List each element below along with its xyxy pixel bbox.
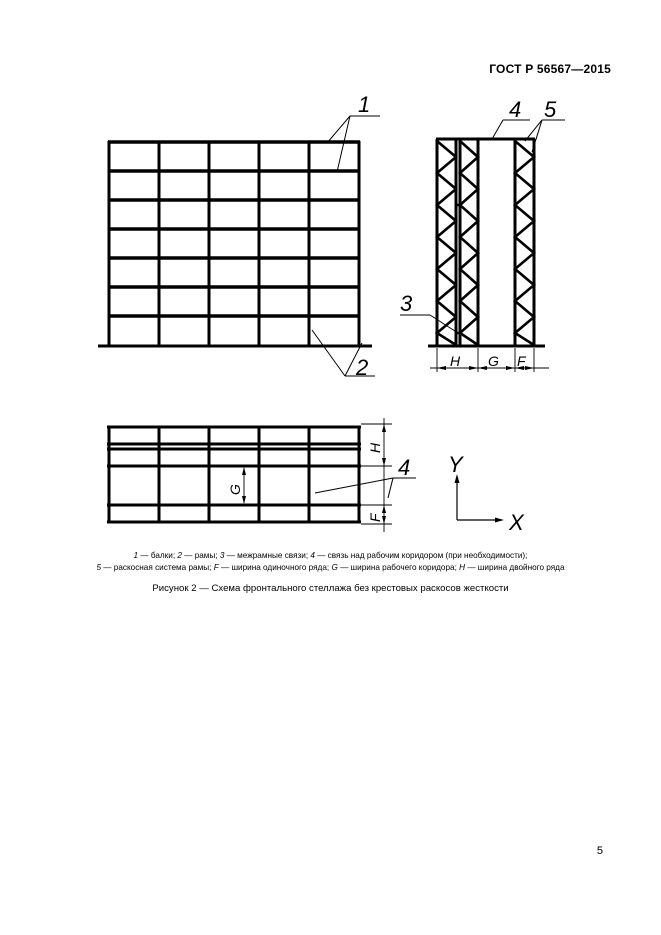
dim-label-F: F xyxy=(517,353,526,369)
dim-label-G: G xyxy=(488,353,499,369)
figure-caption: Рисунок 2 — Схема фронтального стеллажа без крестовых раскосов жесткости xyxy=(152,583,509,594)
callout-4-side: 4 xyxy=(509,97,522,122)
legend-text: — связь над рабочим коридором (при необходимости); xyxy=(314,551,528,560)
legend-key: 2 xyxy=(177,551,182,560)
legend-text: — раскосная система рамы; xyxy=(101,563,214,572)
standard-code: ГОСТ Р 56567—2015 xyxy=(489,62,611,76)
legend-key: 4 xyxy=(310,551,315,560)
legend-key: 3 xyxy=(219,551,225,560)
legend-text: — ширина двойного ряда xyxy=(465,563,565,572)
legend-line-1 xyxy=(0,551,661,561)
front-view xyxy=(98,116,380,376)
callout-3: 3 xyxy=(400,291,413,316)
legend-text: — ширина рабочего коридора; xyxy=(337,563,460,572)
legend-text: — межрамные связи; xyxy=(224,551,311,560)
legend-key: H xyxy=(459,563,466,572)
axis-x-label: X xyxy=(509,510,524,535)
legend-key: 1 xyxy=(133,551,139,560)
callout-5: 5 xyxy=(544,97,557,122)
legend-line-2 xyxy=(0,563,661,573)
side-view xyxy=(400,120,565,372)
legend-key: F xyxy=(213,563,219,572)
axis-y-label: Y xyxy=(448,452,463,477)
callout-4-plan: 4 xyxy=(398,455,411,480)
legend-text: — балки; xyxy=(138,551,178,560)
plan-dim-G: G xyxy=(227,484,243,495)
legend-key: G xyxy=(331,563,338,572)
legend-key: 5 xyxy=(96,563,102,572)
coordinate-axes xyxy=(457,478,500,520)
plan-dim-H: H xyxy=(367,442,383,453)
legend-text: — ширина одиночного ряда; xyxy=(218,563,332,572)
page-number: 5 xyxy=(596,845,603,857)
callout-1: 1 xyxy=(358,92,371,117)
dim-label-H: H xyxy=(450,353,461,369)
plan-dim-F: F xyxy=(367,513,383,522)
callout-2: 2 xyxy=(356,355,369,380)
legend-text: — рамы; xyxy=(181,551,220,560)
